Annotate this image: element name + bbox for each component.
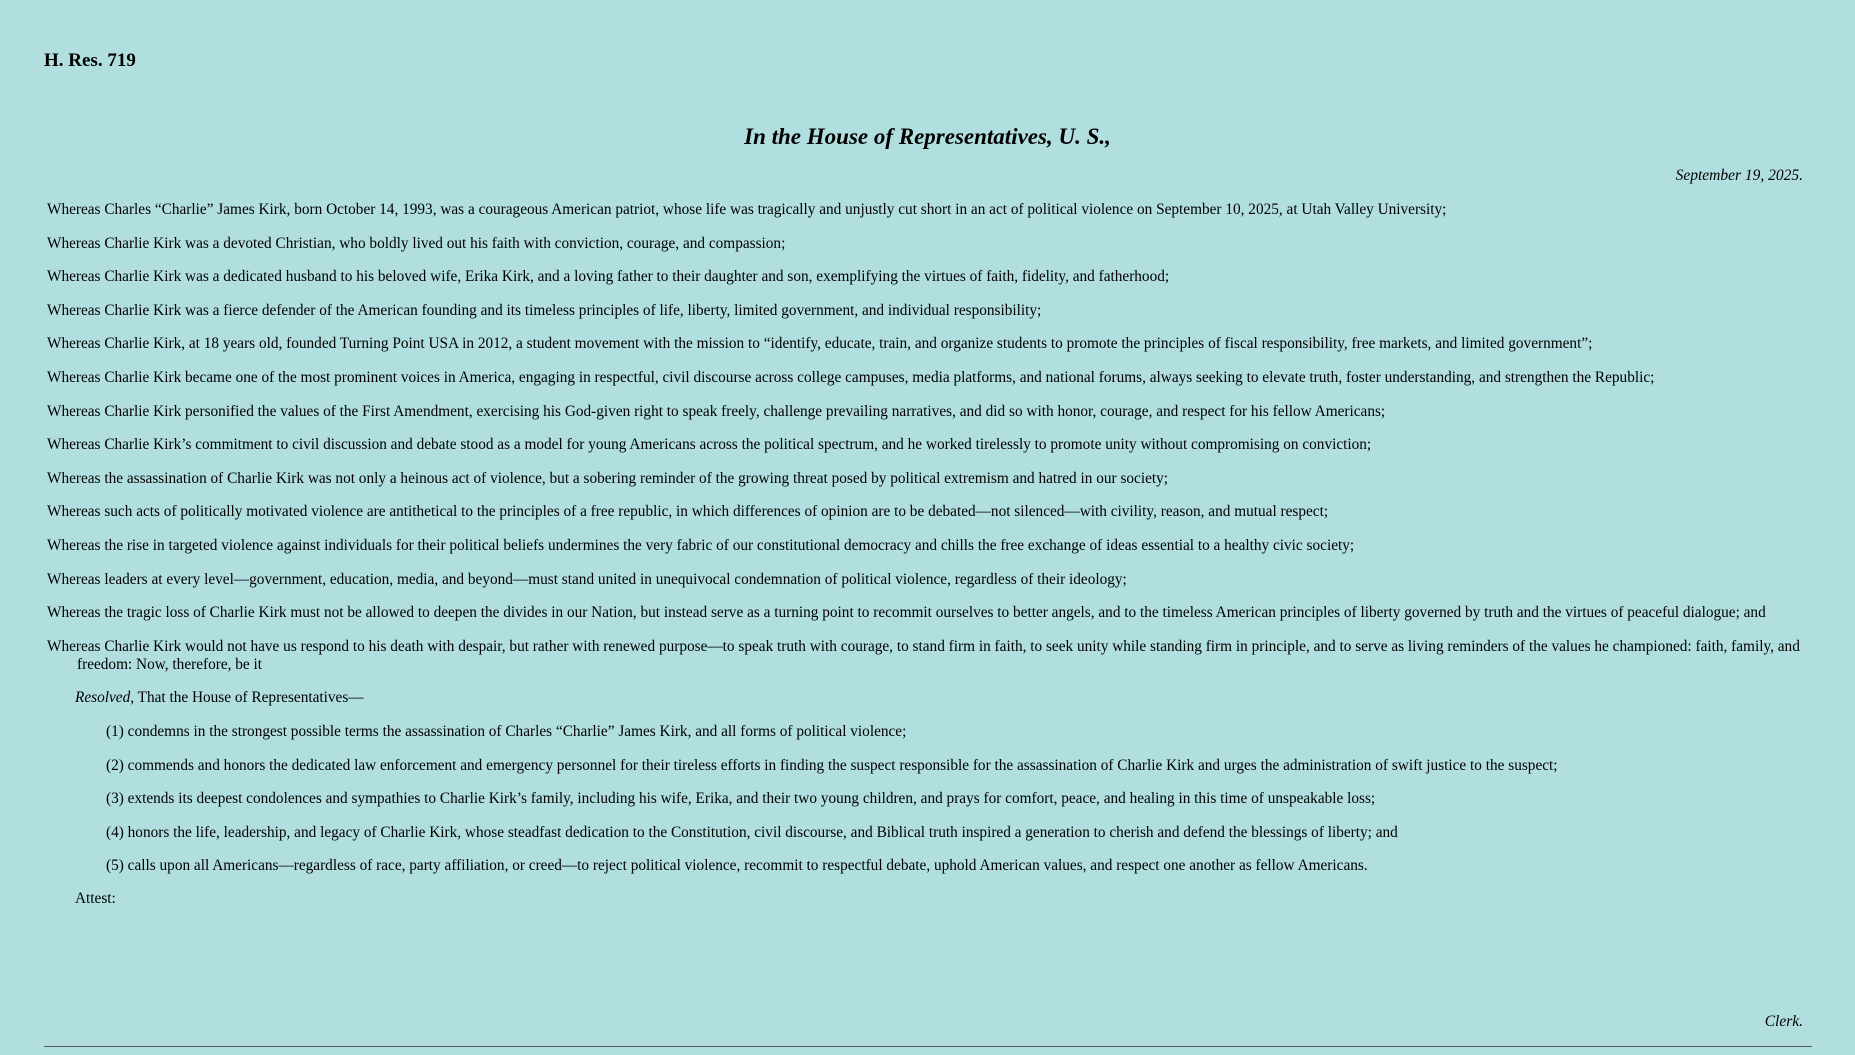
whereas-clause: Whereas Charlie Kirk personified the values of the First Amendment, exercising his God-given right to speak freely, challenge prevailing narratives, and did so with honor, courage, and respect for his fellow Americans; <box>47 402 1386 420</box>
bottom-divider <box>44 1046 1812 1047</box>
whereas-clause: Whereas Charlie Kirk would not have us respond to his death with despair, but rather with renewed purpose—to speak truth with courage, to stand firm in faith, to seek unity while standing firm in principle, and to serve as living reminders of the values he championed: faith, family, and freedom: Now, therefore, be it <box>47 637 1800 673</box>
resolution-item: (2) commends and honors the dedicated law enforcement and emergency personnel for their tireless efforts in finding the suspect responsible for the assassination of Charlie Kirk and urges the administration of swift justice to the suspect; <box>106 756 1558 774</box>
resolved-word: Resolved, <box>75 689 135 706</box>
attest-label: Attest: <box>75 890 116 907</box>
resolution-item: (3) extends its deepest condolences and sympathies to Charlie Kirk’s family, including his wife, Erika, and their two young children, and prays for comfort, peace, and healing in this time of unspeakable loss; <box>106 790 1376 807</box>
whereas-clauses <box>47 201 1807 689</box>
resolution-item: (4) honors the life, leadership, and legacy of Charlie Kirk, whose steadfast dedication to the Constitution, civil discourse, and Biblical truth inspired a generation to cherish and defend the blessings of liberty; and <box>106 823 1398 841</box>
whereas-clause: Whereas Charlie Kirk was a devoted Christian, who boldly lived out his faith with conviction, courage, and compassion; <box>47 234 786 252</box>
resolved-clause <box>75 689 364 707</box>
chamber-heading: In the House of Representatives, U. S., <box>744 124 1111 149</box>
resolution-date: September 19, 2025. <box>1675 167 1803 184</box>
clerk-label: Clerk. <box>1764 1013 1803 1030</box>
resolution-item: (1) condemns in the strongest possible terms the assassination of Charles “Charlie” James Kirk, and all forms of political violence; <box>106 723 907 740</box>
whereas-clause: Whereas the tragic loss of Charlie Kirk must not be allowed to deepen the divides in our Nation, but instead serve as a turning point to recommit ourselves to better angels, and to the timeless American principles of liberty governed by truth and the virtues of peaceful dialogue; and <box>47 604 1766 622</box>
whereas-clause: Whereas Charlie Kirk’s commitment to civil discussion and debate stood as a model for young Americans across the political spectrum, and he worked tirelessly to promote unity without compromising on conviction; <box>47 436 1372 454</box>
whereas-clause: Whereas Charles “Charlie” James Kirk, born October 14, 1993, was a courageous American patriot, whose life was tragically and unjustly cut short in an act of political violence on September 10, 2025, at Utah Valley University; <box>47 201 1447 218</box>
resolved-text: That the House of Representatives— <box>134 689 364 706</box>
whereas-clause: Whereas the rise in targeted violence against individuals for their political beliefs undermines the very fabric of our constitutional democracy and chills the free exchange of ideas essential to a healthy civic society; <box>47 536 1355 554</box>
resolution-item: (5) calls upon all Americans—regardless of race, party affiliation, or creed—to reject political violence, recommit to respectful debate, uphold American values, and respect one another as fellow Americans. <box>106 857 1368 874</box>
whereas-clause: Whereas Charlie Kirk was a fierce defender of the American founding and its timeless principles of life, liberty, limited government, and individual responsibility; <box>47 301 1042 319</box>
document-number: H. Res. 719 <box>44 50 136 71</box>
whereas-clause: Whereas Charlie Kirk, at 18 years old, founded Turning Point USA in 2012, a student movement with the mission to “identify, educate, train, and organize students to promote the principles of fiscal responsibility, free markets, and limited government”; <box>47 335 1593 353</box>
whereas-clause: Whereas Charlie Kirk became one of the most prominent voices in America, engaging in respectful, civil discourse across college campuses, media platforms, and national forums, always seeking to elevate truth, foster understanding, and strengthen the Republic; <box>47 368 1655 386</box>
whereas-clause: Whereas Charlie Kirk was a dedicated husband to his beloved wife, Erika Kirk, and a loving father to their daughter and son, exemplifying the virtues of faith, fidelity, and fatherhood; <box>47 268 1170 286</box>
whereas-clause: Whereas leaders at every level—government, education, media, and beyond—must stand united in unequivocal condemnation of political violence, regardless of their ideology; <box>47 570 1127 588</box>
resolution-items <box>106 723 1806 891</box>
whereas-clause: Whereas the assassination of Charlie Kirk was not only a heinous act of violence, but a sobering reminder of the growing threat posed by political extremism and hatred in our society; <box>47 469 1169 487</box>
whereas-clause: Whereas such acts of politically motivated violence are antithetical to the principles of a free republic, in which differences of opinion are to be debated—not silenced—with civility, reason, and mutual respect; <box>47 503 1329 521</box>
